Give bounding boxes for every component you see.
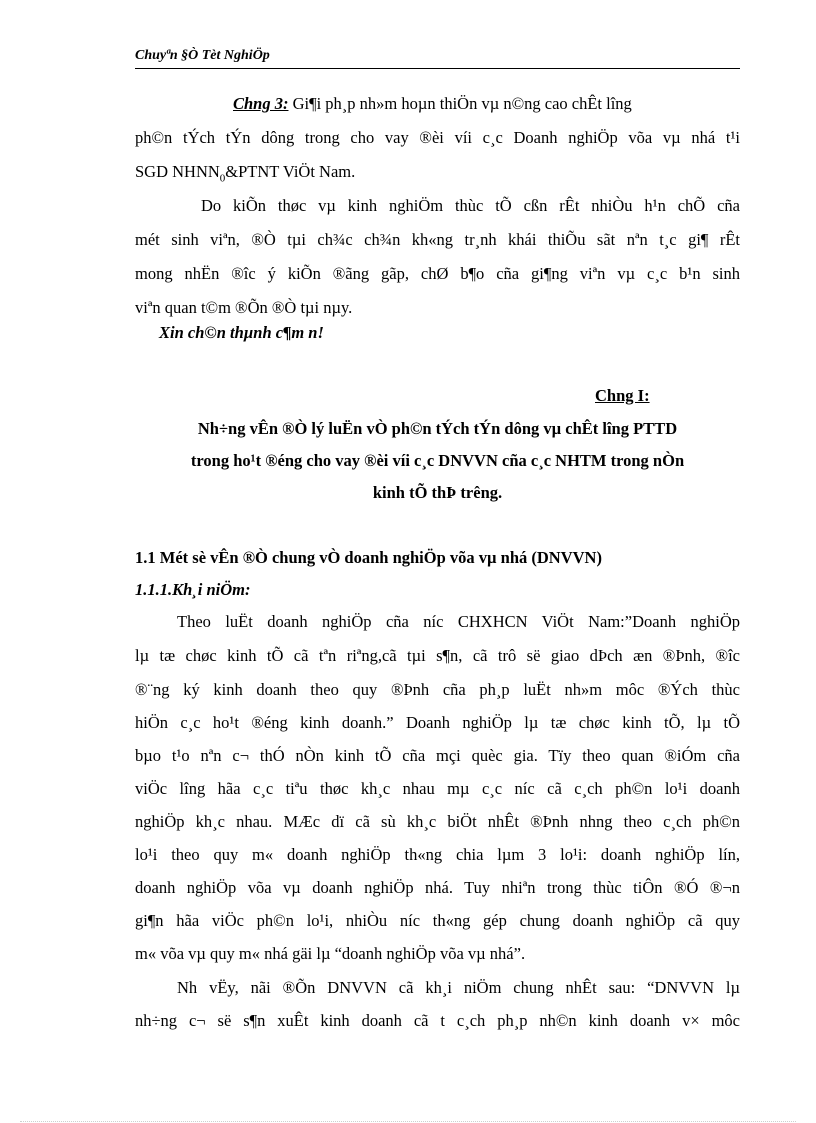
body-line: ®¨ng ký kinh doanh theo quy ®Þnh cña ph¸p luËt nh»m môc ®Ých thùc (135, 680, 740, 699)
body-line: lo¹i theo quy m« doanh nghiÖp th«ng chia lµm 3 lo¹i: doanh nghiÖp lín, (135, 845, 740, 864)
intro-line: viªn quan t©m ®Õn ®Ò tµi nµy. (135, 298, 353, 317)
header-rule (135, 68, 740, 69)
chapter1-title-line: trong ho¹t ®éng cho vay ®èi víi c¸c DNVVN cña c¸c NHTM trong nÒn (190, 451, 685, 470)
section-heading: 1.1 Mét sè vÊn ®Ò chung vÒ doanh nghiÖp võa vµ nhá (DNVVN) (135, 548, 602, 567)
chapter3-text: Gi¶i ph¸p nh»m hoµn thiÖn vµ n©ng cao chÊt lîng (288, 94, 632, 113)
chapter1-label-text: Chng I: (595, 386, 650, 405)
body-line: Theo luËt doanh nghiÖp cña níc CHXHCN ViÖt Nam:”Doanh nghiÖp (177, 612, 740, 631)
sgd-prefix: SGD NHNN (135, 162, 220, 181)
chapter1-label (595, 386, 715, 406)
chapter1-title-line: kinh tÕ thÞ trêng. (372, 483, 503, 502)
page-bottom-rule (20, 1121, 796, 1122)
sgd-sub: 0 (219, 172, 226, 185)
intro-line: mong nhËn ®îc ý kiÕn ®ãng gãp, chØ b¶o cña gi¶ng viªn vµ c¸c b¹n sinh (135, 264, 740, 283)
chapter3-label: Chng 3: (233, 94, 289, 113)
body-line: m« võa vµ quy m« nhá gäi lµ “doanh nghiÖp võa vµ nhá”. (135, 944, 526, 963)
body-line: viÖc lîng hãa c¸c tiªu thøc kh¸c nhau mµ c¸c níc cã c¸ch ph©n lo¹i doanh (135, 779, 740, 798)
body-line: nh÷ng c¬ së s¶n xuÊt kinh doanh cã t c¸ch ph¸p nh©n kinh doanh v× môc (135, 1011, 740, 1030)
body-line: bµo t¹o nªn c¬ thÓ nÒn kinh tÕ cña mçi quèc gia. Tïy theo quan ®iÓm cña (135, 746, 740, 765)
body-line: doanh nghiÖp võa vµ doanh nghiÖp nhá. Tuy nhiªn trong thùc tiÔn ®Ó ®¬n (135, 878, 740, 897)
page-header-title: Chuyªn §Ò Tèt NghiÖp (135, 48, 270, 63)
section-subheading: 1.1.1.Kh¸i niÖm: (135, 580, 251, 599)
body-line: lµ tæ chøc kinh tÕ cã tªn riªng,cã tµi s¶n, cã trô së giao dÞch æn ®Þnh, ®îc (135, 646, 740, 665)
sgd-suffix: &PTNT ViÖt Nam. (225, 162, 356, 181)
chapter1-title-line: Nh÷ng vÊn ®Ò lý luËn vÒ ph©n tÝch tÝn dông vµ chÊt lîng PTTD (197, 419, 678, 438)
thanks-line: Xin ch©n thµnh c¶m n! (159, 323, 324, 342)
body-line: nghiÖp kh¸c nhau. MÆc dï cã sù kh¸c biÖt nhÊt ®Þnh nhng theo c¸ch ph©n (135, 812, 740, 831)
sgd-line (135, 162, 740, 184)
body-line: hiÖn c¸c ho¹t ®éng kinh doanh.” Doanh nghiÖp lµ tæ chøc kinh tÕ, lµ tÕ (135, 713, 740, 732)
intro-line: Do kiÕn thøc vµ kinh nghiÖm thùc tÕ cßn rÊt nhiÒu h¹n chÕ cña (201, 196, 740, 215)
body-line: gi¶n hãa viÖc ph©n lo¹i, nhiÒu níc th«ng gép chung doanh nghiÖp cã quy (135, 911, 740, 930)
chapter3-line (135, 94, 740, 114)
intro-line: ph©n tÝch tÝn dông trong cho vay ®èi víi c¸c Doanh nghiÖp võa vµ nhá t¹i (135, 128, 740, 147)
body-line: Nh vËy, nãi ®Õn DNVVN cã kh¸i niÖm chung nhÊt sau: “DNVVN lµ (177, 978, 740, 997)
intro-line: mét sinh viªn, ®Ò tµi ch¾c ch¾n kh«ng tr¸nh khái thiÕu sãt nªn t¸c gi¶ rÊt (135, 230, 740, 249)
